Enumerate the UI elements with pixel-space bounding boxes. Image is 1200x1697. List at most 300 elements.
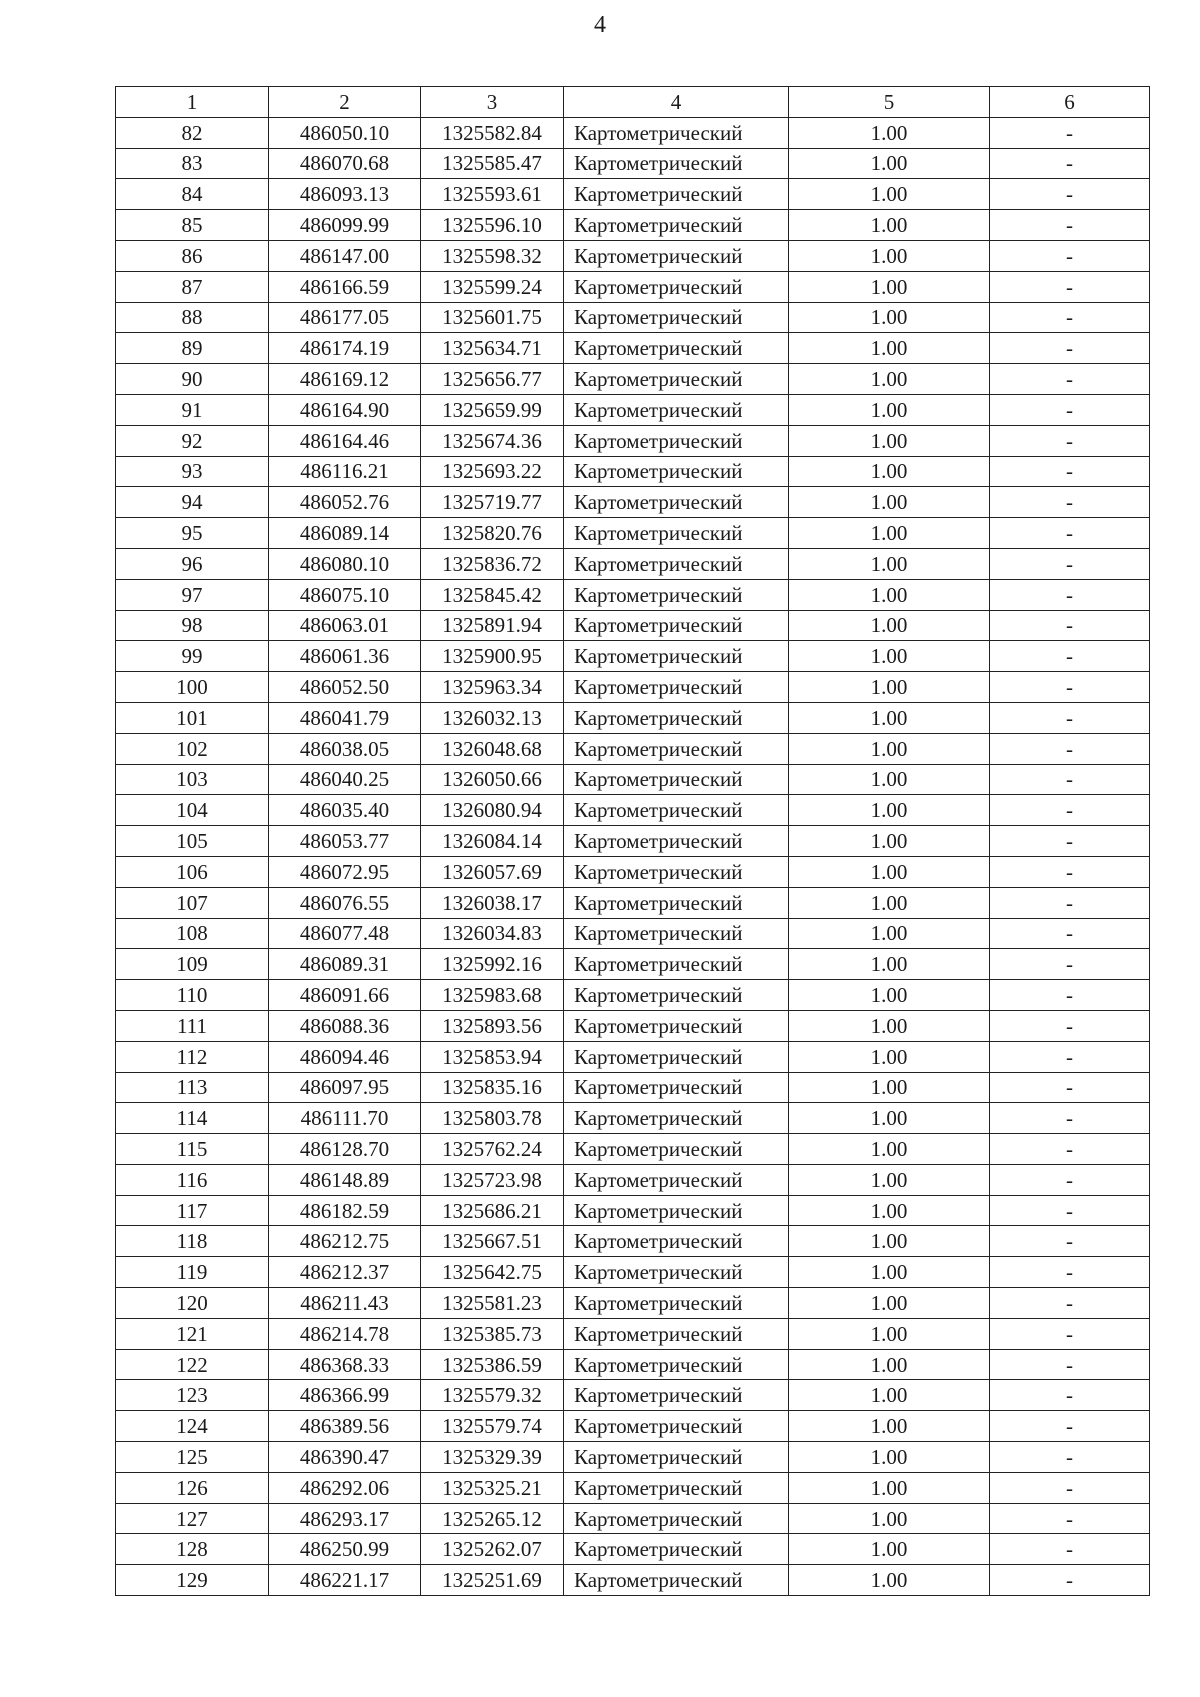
point-number-cell: 89 [116,333,269,364]
y-coordinate-cell: 1325593.61 [421,179,564,210]
table-row [116,856,1150,887]
note-cell: - [990,579,1150,610]
point-number-cell: 108 [116,918,269,949]
y-coordinate-cell: 1325835.16 [421,1072,564,1103]
x-coordinate-cell: 486148.89 [269,1164,421,1195]
accuracy-cell: 1.00 [789,1072,990,1103]
x-coordinate-cell: 486174.19 [269,333,421,364]
table-row [116,394,1150,425]
point-number-cell: 93 [116,456,269,487]
note-cell: - [990,271,1150,302]
method-cell: Картометрический [564,179,789,210]
y-coordinate-cell: 1326050.66 [421,764,564,795]
accuracy-cell: 1.00 [789,1565,990,1596]
method-cell: Картометрический [564,887,789,918]
point-number-cell: 86 [116,240,269,271]
point-number-cell: 110 [116,980,269,1011]
method-cell: Картометрический [564,733,789,764]
method-cell: Картометрический [564,1010,789,1041]
accuracy-cell: 1.00 [789,487,990,518]
method-cell: Картометрический [564,856,789,887]
accuracy-cell: 1.00 [789,1164,990,1195]
point-number-cell: 124 [116,1411,269,1442]
y-coordinate-cell: 1325599.24 [421,271,564,302]
note-cell: - [990,333,1150,364]
x-coordinate-cell: 486091.66 [269,980,421,1011]
table-row [116,1380,1150,1411]
x-coordinate-cell: 486053.77 [269,826,421,857]
table-row [116,364,1150,395]
y-coordinate-cell: 1325719.77 [421,487,564,518]
method-cell: Картометрический [564,271,789,302]
x-coordinate-cell: 486166.59 [269,271,421,302]
accuracy-cell: 1.00 [789,1318,990,1349]
point-number-cell: 94 [116,487,269,518]
x-coordinate-cell: 486164.90 [269,394,421,425]
y-coordinate-cell: 1325596.10 [421,210,564,241]
point-number-cell: 99 [116,641,269,672]
method-cell: Картометрический [564,641,789,672]
accuracy-cell: 1.00 [789,1472,990,1503]
note-cell: - [990,856,1150,887]
table-row [116,1565,1150,1596]
x-coordinate-cell: 486076.55 [269,887,421,918]
note-cell: - [990,240,1150,271]
y-coordinate-cell: 1325659.99 [421,394,564,425]
x-coordinate-cell: 486366.99 [269,1380,421,1411]
note-cell: - [990,1534,1150,1565]
method-cell: Картометрический [564,1534,789,1565]
y-coordinate-cell: 1325853.94 [421,1041,564,1072]
column-header: 1 [116,87,269,118]
accuracy-cell: 1.00 [789,887,990,918]
accuracy-cell: 1.00 [789,918,990,949]
x-coordinate-cell: 486077.48 [269,918,421,949]
method-cell: Картометрический [564,1318,789,1349]
note-cell: - [990,980,1150,1011]
point-number-cell: 112 [116,1041,269,1072]
table-row [116,1134,1150,1165]
method-cell: Картометрический [564,1503,789,1534]
x-coordinate-cell: 486212.75 [269,1226,421,1257]
y-coordinate-cell: 1325579.32 [421,1380,564,1411]
x-coordinate-cell: 486038.05 [269,733,421,764]
x-coordinate-cell: 486182.59 [269,1195,421,1226]
accuracy-cell: 1.00 [789,1503,990,1534]
method-cell: Картометрический [564,487,789,518]
note-cell: - [990,364,1150,395]
y-coordinate-cell: 1325693.22 [421,456,564,487]
y-coordinate-cell: 1325963.34 [421,672,564,703]
accuracy-cell: 1.00 [789,579,990,610]
point-number-cell: 84 [116,179,269,210]
note-cell: - [990,1257,1150,1288]
point-number-cell: 97 [116,579,269,610]
table-row [116,333,1150,364]
point-number-cell: 125 [116,1442,269,1473]
note-cell: - [990,117,1150,148]
x-coordinate-cell: 486089.14 [269,518,421,549]
y-coordinate-cell: 1325900.95 [421,641,564,672]
table-row [116,1072,1150,1103]
point-number-cell: 129 [116,1565,269,1596]
accuracy-cell: 1.00 [789,672,990,703]
accuracy-cell: 1.00 [789,764,990,795]
table-row [116,702,1150,733]
table-row [116,795,1150,826]
note-cell: - [990,456,1150,487]
y-coordinate-cell: 1325601.75 [421,302,564,333]
x-coordinate-cell: 486214.78 [269,1318,421,1349]
y-coordinate-cell: 1325325.21 [421,1472,564,1503]
y-coordinate-cell: 1325265.12 [421,1503,564,1534]
x-coordinate-cell: 486052.50 [269,672,421,703]
x-coordinate-cell: 486250.99 [269,1534,421,1565]
accuracy-cell: 1.00 [789,179,990,210]
point-number-cell: 122 [116,1349,269,1380]
y-coordinate-cell: 1325585.47 [421,148,564,179]
note-cell: - [990,610,1150,641]
x-coordinate-cell: 486390.47 [269,1442,421,1473]
method-cell: Картометрический [564,764,789,795]
column-header: 4 [564,87,789,118]
note-cell: - [990,1103,1150,1134]
table-row [116,1349,1150,1380]
method-cell: Картометрический [564,456,789,487]
point-number-cell: 87 [116,271,269,302]
point-number-cell: 104 [116,795,269,826]
accuracy-cell: 1.00 [789,456,990,487]
point-number-cell: 88 [116,302,269,333]
point-number-cell: 114 [116,1103,269,1134]
method-cell: Картометрический [564,425,789,456]
note-cell: - [990,394,1150,425]
y-coordinate-cell: 1325820.76 [421,518,564,549]
point-number-cell: 118 [116,1226,269,1257]
table-row [116,271,1150,302]
table-row [116,302,1150,333]
note-cell: - [990,1288,1150,1319]
note-cell: - [990,1349,1150,1380]
y-coordinate-cell: 1325983.68 [421,980,564,1011]
point-number-cell: 90 [116,364,269,395]
note-cell: - [990,487,1150,518]
point-number-cell: 123 [116,1380,269,1411]
coordinates-table [115,86,1150,1596]
method-cell: Картометрический [564,918,789,949]
note-cell: - [990,1134,1150,1165]
method-cell: Картометрический [564,1226,789,1257]
point-number-cell: 98 [116,610,269,641]
table-row [116,1534,1150,1565]
table-row [116,179,1150,210]
note-cell: - [990,1164,1150,1195]
method-cell: Картометрический [564,394,789,425]
column-header: 6 [990,87,1150,118]
x-coordinate-cell: 486169.12 [269,364,421,395]
point-number-cell: 128 [116,1534,269,1565]
method-cell: Картометрический [564,148,789,179]
table-row [116,733,1150,764]
point-number-cell: 92 [116,425,269,456]
x-coordinate-cell: 486099.99 [269,210,421,241]
accuracy-cell: 1.00 [789,733,990,764]
note-cell: - [990,1472,1150,1503]
x-coordinate-cell: 486061.36 [269,641,421,672]
y-coordinate-cell: 1325386.59 [421,1349,564,1380]
y-coordinate-cell: 1325686.21 [421,1195,564,1226]
x-coordinate-cell: 486035.40 [269,795,421,826]
x-coordinate-cell: 486293.17 [269,1503,421,1534]
method-cell: Картометрический [564,1565,789,1596]
column-header: 3 [421,87,564,118]
point-number-cell: 113 [116,1072,269,1103]
accuracy-cell: 1.00 [789,1288,990,1319]
note-cell: - [990,1380,1150,1411]
y-coordinate-cell: 1325656.77 [421,364,564,395]
point-number-cell: 109 [116,949,269,980]
point-number-cell: 100 [116,672,269,703]
x-coordinate-cell: 486040.25 [269,764,421,795]
accuracy-cell: 1.00 [789,1349,990,1380]
method-cell: Картометрический [564,117,789,148]
method-cell: Картометрический [564,1134,789,1165]
accuracy-cell: 1.00 [789,641,990,672]
x-coordinate-cell: 486041.79 [269,702,421,733]
accuracy-cell: 1.00 [789,1134,990,1165]
accuracy-cell: 1.00 [789,702,990,733]
x-coordinate-cell: 486072.95 [269,856,421,887]
note-cell: - [990,795,1150,826]
method-cell: Картометрический [564,579,789,610]
table-row [116,949,1150,980]
method-cell: Картометрический [564,1288,789,1319]
y-coordinate-cell: 1326080.94 [421,795,564,826]
accuracy-cell: 1.00 [789,980,990,1011]
note-cell: - [990,302,1150,333]
y-coordinate-cell: 1325723.98 [421,1164,564,1195]
accuracy-cell: 1.00 [789,302,990,333]
accuracy-cell: 1.00 [789,1442,990,1473]
note-cell: - [990,733,1150,764]
table-header-row [116,87,1150,118]
point-number-cell: 116 [116,1164,269,1195]
method-cell: Картометрический [564,949,789,980]
x-coordinate-cell: 486147.00 [269,240,421,271]
y-coordinate-cell: 1325582.84 [421,117,564,148]
method-cell: Картометрический [564,1411,789,1442]
accuracy-cell: 1.00 [789,610,990,641]
table-row [116,1318,1150,1349]
accuracy-cell: 1.00 [789,1195,990,1226]
note-cell: - [990,764,1150,795]
y-coordinate-cell: 1325581.23 [421,1288,564,1319]
x-coordinate-cell: 486097.95 [269,1072,421,1103]
x-coordinate-cell: 486164.46 [269,425,421,456]
note-cell: - [990,1195,1150,1226]
method-cell: Картометрический [564,1380,789,1411]
point-number-cell: 126 [116,1472,269,1503]
table-row [116,579,1150,610]
accuracy-cell: 1.00 [789,210,990,241]
x-coordinate-cell: 486212.37 [269,1257,421,1288]
point-number-cell: 85 [116,210,269,241]
point-number-cell: 102 [116,733,269,764]
y-coordinate-cell: 1326032.13 [421,702,564,733]
note-cell: - [990,1072,1150,1103]
x-coordinate-cell: 486094.46 [269,1041,421,1072]
y-coordinate-cell: 1326057.69 [421,856,564,887]
table-row [116,1164,1150,1195]
point-number-cell: 121 [116,1318,269,1349]
point-number-cell: 106 [116,856,269,887]
note-cell: - [990,425,1150,456]
x-coordinate-cell: 486368.33 [269,1349,421,1380]
note-cell: - [990,1226,1150,1257]
y-coordinate-cell: 1325329.39 [421,1442,564,1473]
table-row [116,764,1150,795]
method-cell: Картометрический [564,1041,789,1072]
method-cell: Картометрический [564,672,789,703]
accuracy-cell: 1.00 [789,1103,990,1134]
table-row [116,1226,1150,1257]
table-row [116,918,1150,949]
y-coordinate-cell: 1325803.78 [421,1103,564,1134]
note-cell: - [990,1411,1150,1442]
point-number-cell: 95 [116,518,269,549]
x-coordinate-cell: 486177.05 [269,302,421,333]
point-number-cell: 91 [116,394,269,425]
table-row [116,1472,1150,1503]
x-coordinate-cell: 486111.70 [269,1103,421,1134]
method-cell: Картометрический [564,702,789,733]
table-row [116,518,1150,549]
y-coordinate-cell: 1325891.94 [421,610,564,641]
y-coordinate-cell: 1325642.75 [421,1257,564,1288]
y-coordinate-cell: 1325579.74 [421,1411,564,1442]
accuracy-cell: 1.00 [789,518,990,549]
note-cell: - [990,148,1150,179]
table-row [116,1195,1150,1226]
note-cell: - [990,826,1150,857]
method-cell: Картометрический [564,1164,789,1195]
accuracy-cell: 1.00 [789,117,990,148]
y-coordinate-cell: 1325674.36 [421,425,564,456]
method-cell: Картометрический [564,1349,789,1380]
point-number-cell: 96 [116,548,269,579]
table-row [116,1288,1150,1319]
table-row [116,1257,1150,1288]
point-number-cell: 83 [116,148,269,179]
x-coordinate-cell: 486080.10 [269,548,421,579]
method-cell: Картометрический [564,826,789,857]
method-cell: Картометрический [564,1103,789,1134]
note-cell: - [990,548,1150,579]
table-row [116,980,1150,1011]
note-cell: - [990,518,1150,549]
accuracy-cell: 1.00 [789,148,990,179]
table-row [116,240,1150,271]
method-cell: Картометрический [564,1442,789,1473]
table-row [116,672,1150,703]
y-coordinate-cell: 1325845.42 [421,579,564,610]
accuracy-cell: 1.00 [789,1041,990,1072]
point-number-cell: 105 [116,826,269,857]
note-cell: - [990,1041,1150,1072]
accuracy-cell: 1.00 [789,240,990,271]
y-coordinate-cell: 1326038.17 [421,887,564,918]
accuracy-cell: 1.00 [789,1257,990,1288]
table-row [116,487,1150,518]
y-coordinate-cell: 1326084.14 [421,826,564,857]
table-row [116,826,1150,857]
table-row [116,1010,1150,1041]
note-cell: - [990,887,1150,918]
note-cell: - [990,210,1150,241]
point-number-cell: 101 [116,702,269,733]
accuracy-cell: 1.00 [789,949,990,980]
method-cell: Картометрический [564,240,789,271]
y-coordinate-cell: 1325836.72 [421,548,564,579]
accuracy-cell: 1.00 [789,1534,990,1565]
table-row [116,641,1150,672]
y-coordinate-cell: 1325251.69 [421,1565,564,1596]
x-coordinate-cell: 486089.31 [269,949,421,980]
method-cell: Картометрический [564,1072,789,1103]
table-row [116,1103,1150,1134]
accuracy-cell: 1.00 [789,425,990,456]
y-coordinate-cell: 1326034.83 [421,918,564,949]
method-cell: Картометрический [564,518,789,549]
note-cell: - [990,1442,1150,1473]
accuracy-cell: 1.00 [789,364,990,395]
accuracy-cell: 1.00 [789,1010,990,1041]
point-number-cell: 82 [116,117,269,148]
table-row [116,210,1150,241]
method-cell: Картометрический [564,333,789,364]
accuracy-cell: 1.00 [789,394,990,425]
table-row [116,425,1150,456]
accuracy-cell: 1.00 [789,271,990,302]
accuracy-cell: 1.00 [789,1380,990,1411]
x-coordinate-cell: 486116.21 [269,456,421,487]
point-number-cell: 127 [116,1503,269,1534]
x-coordinate-cell: 486075.10 [269,579,421,610]
y-coordinate-cell: 1325762.24 [421,1134,564,1165]
y-coordinate-cell: 1326048.68 [421,733,564,764]
accuracy-cell: 1.00 [789,826,990,857]
y-coordinate-cell: 1325667.51 [421,1226,564,1257]
method-cell: Картометрический [564,302,789,333]
accuracy-cell: 1.00 [789,333,990,364]
note-cell: - [990,949,1150,980]
point-number-cell: 115 [116,1134,269,1165]
method-cell: Картометрический [564,610,789,641]
note-cell: - [990,641,1150,672]
table-row [116,117,1150,148]
point-number-cell: 111 [116,1010,269,1041]
note-cell: - [990,179,1150,210]
table-body [116,87,1150,1596]
page-number: 4 [594,12,606,38]
accuracy-cell: 1.00 [789,856,990,887]
point-number-cell: 117 [116,1195,269,1226]
point-number-cell: 107 [116,887,269,918]
y-coordinate-cell: 1325385.73 [421,1318,564,1349]
method-cell: Картометрический [564,795,789,826]
table-row [116,887,1150,918]
table-row [116,1442,1150,1473]
